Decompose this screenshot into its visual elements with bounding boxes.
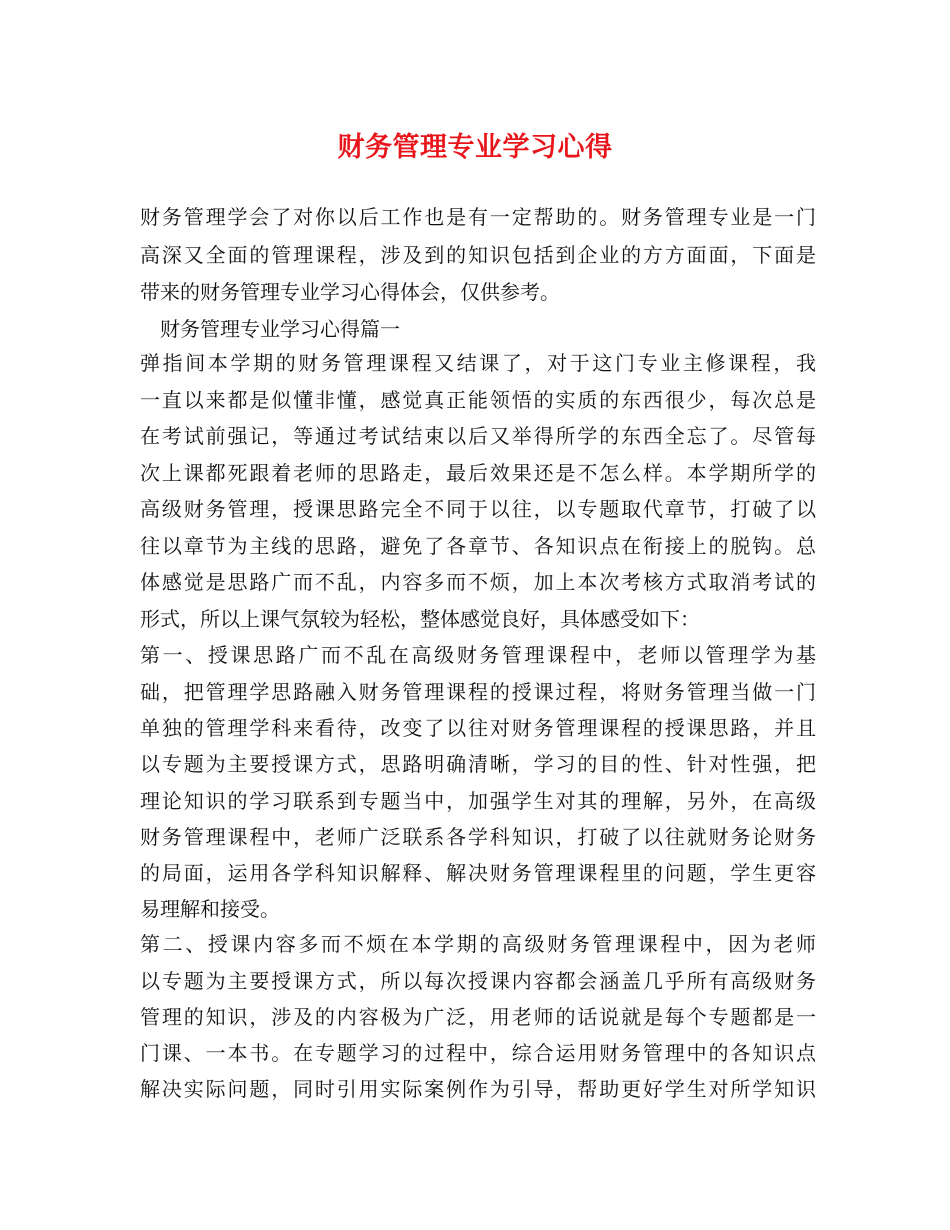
paragraph-line: 理论知识的学习联系到专题当中，加强学生对其的理解，另外，在高级	[140, 789, 816, 813]
paragraph-line: 财务管理课程中，老师广泛联系各学科知识，打破了以往就财务论财务	[140, 825, 816, 849]
paragraph-line: 高级财务管理，授课思路完全不同于以往，以专题取代章节，打破了以	[140, 497, 816, 521]
paragraph-line: 易理解和接受。	[140, 897, 280, 921]
paragraph-line: 财务管理学会了对你以后工作也是有一定帮助的。财务管理专业是一门	[140, 205, 816, 229]
paragraph-line: 管理的知识，涉及的内容极为广泛，用老师的话说就是每个专题都是一	[140, 1005, 816, 1029]
paragraph-line: 础，把管理学思路融入财务管理课程的授课过程，将财务管理当做一门	[140, 680, 816, 704]
paragraph-line: 的局面，运用各学科知识解释、解决财务管理课程里的问题，学生更容	[140, 861, 816, 885]
paragraph-line: 解决实际问题，同时引用实际案例作为引导，帮助更好学生对所学知识	[140, 1077, 816, 1101]
paragraph-line: 第一、授课思路广而不乱在高级财务管理课程中，老师以管理学为基	[140, 643, 816, 667]
paragraph-line: 一直以来都是似懂非懂，感觉真正能领悟的实质的东西很少，每次总是	[140, 388, 816, 412]
paragraph-line: 单独的管理学科来看待，改变了以往对财务管理课程的授课思路，并且	[140, 716, 816, 740]
paragraph-line: 弹指间本学期的财务管理课程又结课了，对于这门专业主修课程，我	[140, 351, 816, 375]
paragraph-line: 以专题为主要授课方式，思路明确清晰，学习的目的性、针对性强，把	[140, 752, 816, 776]
paragraph-line: 以专题为主要授课方式，所以每次授课内容都会涵盖几乎所有高级财务	[140, 969, 816, 993]
paragraph-line: 次上课都死跟着老师的思路走，最后效果还是不怎么样。本学期所学的	[140, 461, 816, 485]
paragraph-line: 形式，所以上课气氛较为轻松，整体感觉良好，具体感受如下：	[140, 607, 700, 631]
paragraph-line: 第二、授课内容多而不烦在本学期的高级财务管理课程中，因为老师	[140, 932, 816, 956]
paragraph-line: 往以章节为主线的思路，避免了各章节、各知识点在衔接上的脱钩。总	[140, 534, 816, 558]
document-title: 财务管理专业学习心得	[337, 132, 613, 163]
paragraph-line: 高深又全面的管理课程，涉及到的知识包括到企业的方方面面，下面是	[140, 243, 816, 267]
paragraph-line: 带来的财务管理专业学习心得体会，仅供参考。	[140, 280, 560, 304]
paragraph-line: 在考试前强记，等通过考试结束以后又举得所学的东西全忘了。尽管每	[140, 424, 816, 448]
section-heading: 财务管理专业学习心得篇一	[140, 317, 400, 341]
paragraph-line: 门课、一本书。在专题学习的过程中，综合运用财务管理中的各知识点	[140, 1041, 816, 1065]
paragraph-line: 体感觉是思路广而不乱，内容多而不烦，加上本次考核方式取消考试的	[140, 570, 816, 594]
